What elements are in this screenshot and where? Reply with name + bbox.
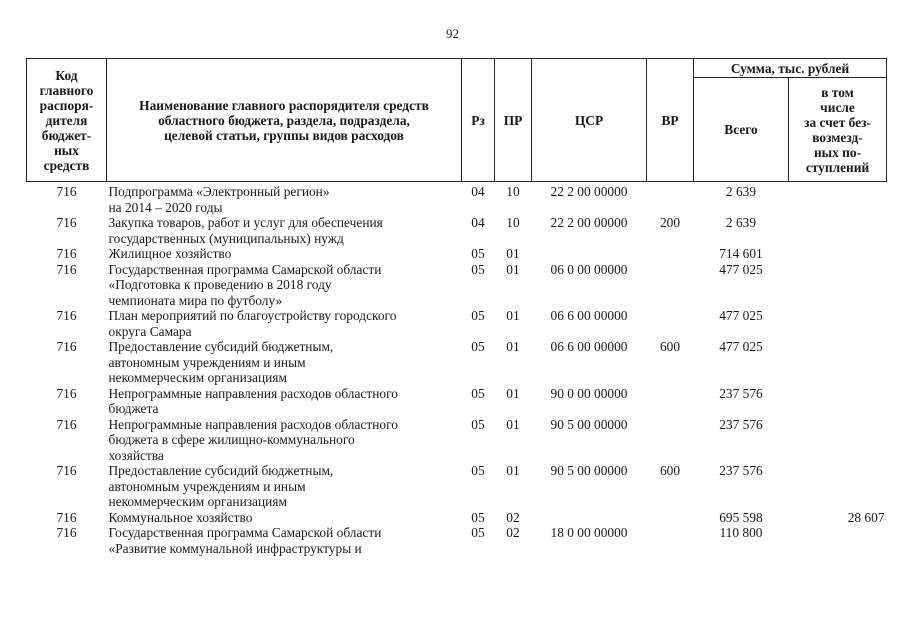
cell-rz: 05 xyxy=(471,416,485,432)
cell-free xyxy=(789,308,887,339)
cell-name xyxy=(107,510,462,526)
cell-csr xyxy=(532,510,647,526)
header-code-line: ных xyxy=(54,142,79,158)
cell-name-line: некоммерческим организациям xyxy=(108,494,287,509)
cell-code: 716 xyxy=(56,308,77,323)
header-csr: ЦСР xyxy=(532,59,647,182)
header-free-line: за счет без- xyxy=(804,114,871,130)
cell-pr: 01 xyxy=(506,261,520,277)
header-free-line: ступлений xyxy=(805,159,870,175)
cell-name-line: «Подготовка к проведению в 2018 году xyxy=(108,277,332,292)
cell-vr xyxy=(647,182,694,216)
table-row xyxy=(27,417,887,464)
cell-code: 716 xyxy=(56,463,77,478)
cell-pr: 01 xyxy=(506,308,520,323)
cell-csr: 06 0 00 00000 xyxy=(550,261,628,277)
header-free-line: возмезд- xyxy=(812,129,863,145)
cell-pr: 10 xyxy=(506,184,520,199)
header-free-line: в том xyxy=(821,84,854,100)
cell-name-line: Непрограммные направления расходов областного xyxy=(108,416,398,432)
header-name-line: целевой статьи, группы видов расходов xyxy=(164,127,404,143)
cell-total: 477 025 xyxy=(719,308,763,323)
cell-vr xyxy=(647,510,694,526)
table-header xyxy=(27,59,887,182)
cell-name-line: на 2014 – 2020 годы xyxy=(108,199,223,215)
cell-csr: 22 2 00 00000 xyxy=(550,215,628,230)
cell-pr: 01 xyxy=(506,385,520,401)
header-free-line: ных по- xyxy=(813,144,862,160)
header-code-line: средств xyxy=(43,157,90,173)
table-row xyxy=(27,262,887,309)
cell-name xyxy=(107,215,462,246)
header-total: Всего xyxy=(694,78,789,182)
header-code-line: дителя xyxy=(45,112,88,128)
cell-code: 716 xyxy=(56,246,77,261)
cell-name xyxy=(107,262,462,309)
cell-free: 28 607 xyxy=(847,509,885,525)
header-name xyxy=(107,59,462,182)
table-row xyxy=(27,246,887,262)
cell-total: 2 639 xyxy=(725,184,757,199)
cell-vr xyxy=(647,386,694,417)
cell-csr: 18 0 00 00000 xyxy=(550,525,628,540)
header-name-line: Наименование главного распорядителя средств xyxy=(139,97,429,113)
cell-free xyxy=(789,463,887,510)
cell-csr: 90 5 00 00000 xyxy=(550,463,628,478)
table-row xyxy=(27,510,887,526)
cell-free xyxy=(789,525,887,556)
cell-pr: 01 xyxy=(506,246,520,261)
header-code xyxy=(27,59,107,182)
cell-name xyxy=(107,308,462,339)
cell-vr: 600 xyxy=(659,463,681,478)
cell-csr xyxy=(532,246,647,262)
cell-free xyxy=(789,386,887,417)
cell-name xyxy=(107,246,462,262)
cell-code: 716 xyxy=(56,509,77,525)
table-body xyxy=(27,182,887,557)
cell-name-line: Государственная программа Самарской области xyxy=(108,525,382,540)
cell-name-line: некоммерческим организациям xyxy=(108,370,287,385)
cell-vr xyxy=(647,246,694,262)
cell-rz: 05 xyxy=(471,339,485,354)
cell-vr xyxy=(647,308,694,339)
cell-total: 2 639 xyxy=(725,215,757,230)
cell-pr: 01 xyxy=(506,463,520,478)
cell-rz: 04 xyxy=(471,184,485,199)
cell-rz: 05 xyxy=(471,261,485,277)
cell-total: 237 576 xyxy=(719,385,763,401)
cell-free xyxy=(789,339,887,386)
cell-name xyxy=(107,386,462,417)
cell-name xyxy=(107,339,462,386)
cell-total: 237 576 xyxy=(719,463,763,478)
cell-name-line: Непрограммные направления расходов областного xyxy=(108,385,398,401)
cell-name xyxy=(107,525,462,556)
cell-name-line: хозяйства xyxy=(108,447,164,463)
cell-name-line: округа Самара xyxy=(108,323,192,339)
header-rz: Рз xyxy=(462,59,495,182)
cell-total: 477 025 xyxy=(719,339,763,354)
cell-free xyxy=(789,215,887,246)
cell-total: 477 025 xyxy=(719,261,763,277)
header-code-line: главного xyxy=(39,82,94,98)
cell-csr: 22 2 00 00000 xyxy=(550,184,628,199)
cell-name xyxy=(107,417,462,464)
table-row xyxy=(27,182,887,216)
header-free-line: числе xyxy=(820,99,855,115)
cell-free xyxy=(789,182,887,216)
cell-code: 716 xyxy=(56,261,77,277)
cell-code: 716 xyxy=(56,184,77,199)
cell-name-line: Подпрограмма «Электронный регион» xyxy=(108,184,330,199)
header-sum: Сумма, тыс. рублей xyxy=(694,59,887,78)
header-code-line: распоря- xyxy=(39,97,94,113)
cell-name-line: Предоставление субсидий бюджетным, xyxy=(108,463,334,478)
cell-vr: 600 xyxy=(659,339,681,354)
table-row xyxy=(27,463,887,510)
header-code-line: Код xyxy=(55,67,78,83)
cell-csr: 06 6 00 00000 xyxy=(550,339,628,354)
cell-name-line: чемпионата мира по футболу» xyxy=(108,292,283,308)
cell-rz: 05 xyxy=(471,385,485,401)
cell-pr: 02 xyxy=(506,509,520,525)
cell-code: 716 xyxy=(56,339,77,354)
table-row xyxy=(27,339,887,386)
cell-name-line: Закупка товаров, работ и услуг для обеспечения xyxy=(108,215,383,230)
page-number: 92 xyxy=(446,26,459,41)
header-name-line: областного бюджета, раздела, подраздела, xyxy=(158,112,410,128)
cell-name-line: Жилищное хозяйство xyxy=(108,246,232,261)
header-pr: ПР xyxy=(495,59,532,182)
cell-pr: 10 xyxy=(506,215,520,230)
cell-code: 716 xyxy=(56,385,77,401)
cell-name-line: Государственная программа Самарской области xyxy=(108,261,382,277)
cell-pr: 01 xyxy=(506,416,520,432)
cell-code: 716 xyxy=(56,215,77,230)
cell-name-line: государственных (муниципальных) нужд xyxy=(108,230,344,246)
header-free xyxy=(789,78,887,182)
table-row xyxy=(27,308,887,339)
table-row xyxy=(27,215,887,246)
cell-rz: 05 xyxy=(471,509,485,525)
cell-rz: 05 xyxy=(471,463,485,478)
cell-name-line: Предоставление субсидий бюджетным, xyxy=(108,339,334,354)
cell-free xyxy=(789,417,887,464)
cell-total: 695 598 xyxy=(719,509,763,525)
cell-total: 714 601 xyxy=(719,246,763,261)
cell-rz: 05 xyxy=(471,525,485,540)
cell-total: 237 576 xyxy=(719,416,763,432)
cell-name-line: автономным учреждениям и иным xyxy=(108,478,306,494)
cell-rz: 05 xyxy=(471,246,485,261)
cell-vr xyxy=(647,262,694,309)
cell-name xyxy=(107,182,462,216)
budget-table xyxy=(26,58,887,556)
cell-vr xyxy=(647,525,694,556)
cell-vr xyxy=(647,417,694,464)
cell-csr: 06 6 00 00000 xyxy=(550,308,628,323)
cell-free xyxy=(789,262,887,309)
header-vr: ВР xyxy=(647,59,694,182)
cell-name-line: Коммунальное хозяйство xyxy=(108,509,253,525)
cell-csr: 90 5 00 00000 xyxy=(550,416,628,432)
table-row xyxy=(27,386,887,417)
cell-rz: 04 xyxy=(471,215,485,230)
cell-csr: 90 0 00 00000 xyxy=(550,385,628,401)
cell-name-line: «Развитие коммунальной инфраструктуры и xyxy=(108,540,362,556)
cell-pr: 02 xyxy=(506,525,520,540)
cell-name xyxy=(107,463,462,510)
cell-rz: 05 xyxy=(471,308,485,323)
cell-code: 716 xyxy=(56,525,77,540)
cell-free xyxy=(789,246,887,262)
cell-code: 716 xyxy=(56,416,77,432)
cell-vr: 200 xyxy=(659,215,681,230)
cell-name-line: План мероприятий по благоустройству городского xyxy=(108,308,397,323)
cell-name-line: бюджета xyxy=(108,401,159,416)
header-code-line: бюджет- xyxy=(41,127,92,143)
cell-name-line: автономным учреждениям и иным xyxy=(108,354,306,370)
cell-name-line: бюджета в сфере жилищно-коммунального xyxy=(108,432,355,447)
table-row xyxy=(27,525,887,556)
cell-pr: 01 xyxy=(506,339,520,354)
cell-total: 110 800 xyxy=(719,525,763,540)
